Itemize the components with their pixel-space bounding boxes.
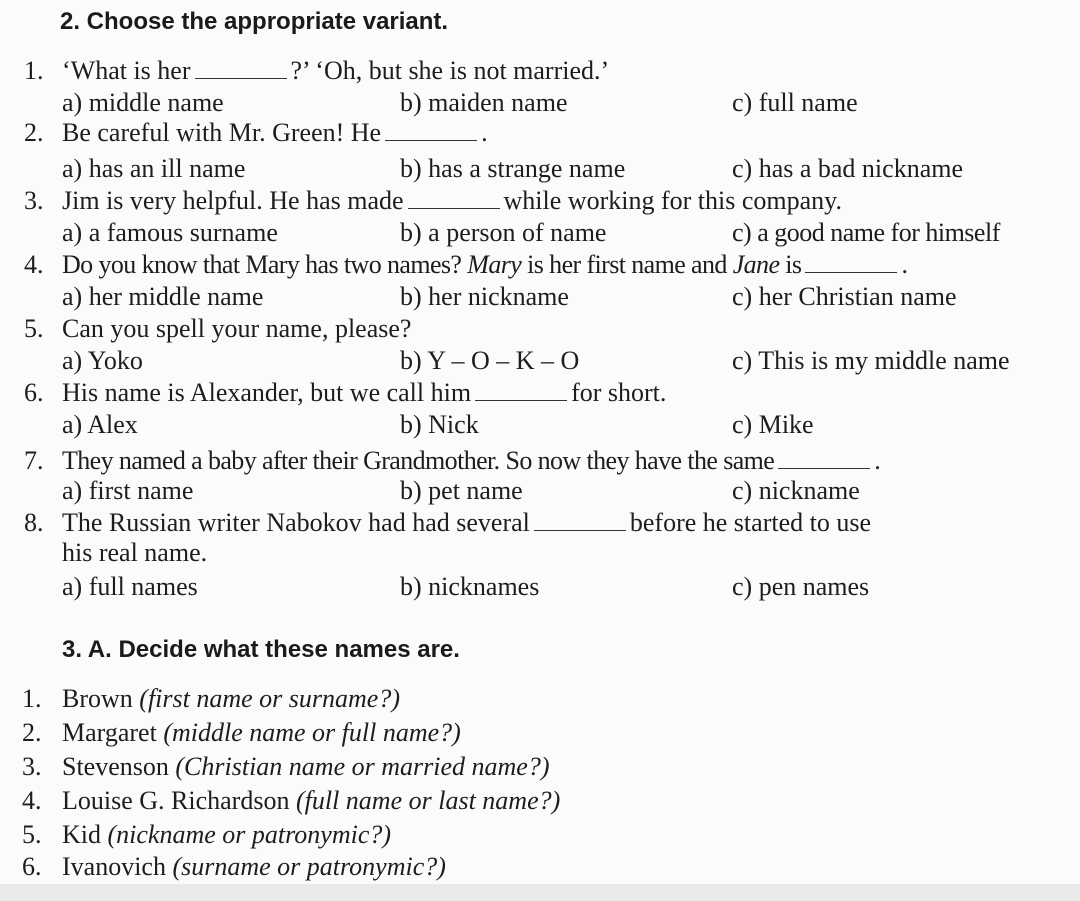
question-row bbox=[0, 508, 1080, 540]
list-number: 3. bbox=[22, 752, 42, 781]
option-b: b) maiden name bbox=[400, 88, 568, 117]
section-3-title: 3. A. Decide what these names are. bbox=[62, 636, 460, 663]
option-c: c) nickname bbox=[732, 476, 860, 505]
name-hint: (first name or surname?) bbox=[139, 684, 400, 713]
option-c: c) has a bad nickname bbox=[732, 154, 964, 183]
options-row bbox=[0, 410, 1080, 442]
question-row bbox=[0, 56, 1080, 88]
answer-blank bbox=[778, 446, 870, 469]
option-a: a) Yoko bbox=[62, 346, 143, 375]
answer-blank bbox=[195, 56, 287, 79]
name-hint: (surname or patronymic?) bbox=[172, 852, 446, 881]
question-text: They named a baby after their Grandmother. So now they have the same . bbox=[62, 446, 881, 475]
option-c: c) This is my middle name bbox=[732, 346, 1010, 375]
question-text: The Russian writer Nabokov had had several before he started to use bbox=[62, 508, 871, 537]
question-row bbox=[0, 314, 1080, 346]
name-text: Kid bbox=[62, 820, 101, 849]
name-hint: (nickname or patronymic?) bbox=[107, 820, 392, 849]
question-text: Jim is very helpful. He has made while working for this company. bbox=[62, 186, 842, 215]
name-hint: (full name or last name?) bbox=[295, 786, 561, 815]
question-continuation bbox=[0, 538, 1080, 570]
option-b: b) her nickname bbox=[400, 282, 569, 311]
options-row bbox=[0, 572, 1080, 604]
name-text: Ivanovich bbox=[62, 852, 166, 881]
bottom-edge-strip bbox=[0, 884, 1080, 901]
question-number: 1. bbox=[24, 56, 44, 85]
option-a: a) has an ill name bbox=[62, 154, 246, 183]
question-text: his real name. bbox=[62, 538, 208, 567]
question-row bbox=[0, 378, 1080, 410]
question-row bbox=[0, 446, 1080, 478]
option-c: c) pen names bbox=[732, 572, 870, 601]
list-number: 2. bbox=[22, 718, 42, 747]
name-hint: (middle name or full name?) bbox=[163, 718, 461, 747]
answer-blank bbox=[534, 508, 626, 531]
option-c: c) Mike bbox=[732, 410, 814, 439]
question-text: Be careful with Mr. Green! He . bbox=[62, 118, 488, 147]
question-row bbox=[0, 250, 1080, 282]
option-a: a) Alex bbox=[62, 410, 138, 439]
option-b: b) nicknames bbox=[400, 572, 540, 601]
name-hint: (Christian name or married name?) bbox=[175, 752, 550, 781]
option-a: a) first name bbox=[62, 476, 194, 505]
section-2-title: 2. Choose the appropriate variant. bbox=[60, 8, 449, 35]
name-text: Louise G. Richardson bbox=[62, 786, 290, 815]
option-b: b) has a strange name bbox=[400, 154, 626, 183]
answer-blank bbox=[385, 118, 477, 141]
question-text: His name is Alexander, but we call him for short. bbox=[62, 378, 667, 407]
name-text: Margaret bbox=[62, 718, 157, 747]
option-b: b) a person of name bbox=[400, 218, 607, 247]
option-a: a) a famous surname bbox=[62, 218, 278, 247]
question-row bbox=[0, 186, 1080, 218]
question-number: 6. bbox=[24, 378, 44, 407]
question-number: 2. bbox=[24, 118, 44, 147]
list-number: 5. bbox=[22, 820, 42, 849]
option-b: b) pet name bbox=[400, 476, 523, 505]
question-text: Do you know that Mary has two names? Mary is her first name and Jane is . bbox=[62, 250, 908, 279]
list-number: 1. bbox=[22, 684, 42, 713]
option-b: b) Nick bbox=[400, 410, 479, 439]
options-row bbox=[0, 88, 1080, 120]
question-text: Can you spell your name, please? bbox=[62, 314, 412, 343]
question-number: 4. bbox=[24, 250, 44, 279]
option-c: c) a good name for himself bbox=[732, 218, 1000, 247]
answer-blank bbox=[408, 186, 500, 209]
options-row bbox=[0, 218, 1080, 250]
options-row bbox=[0, 154, 1080, 186]
option-a: a) full names bbox=[62, 572, 198, 601]
option-c: c) her Christian name bbox=[732, 282, 957, 311]
answer-blank bbox=[805, 250, 897, 273]
question-number: 8. bbox=[24, 508, 44, 537]
options-row bbox=[0, 346, 1080, 378]
question-row bbox=[0, 118, 1080, 150]
question-text: ‘What is her ?’ ‘Oh, but she is not married.’ bbox=[62, 56, 610, 85]
name-text: Brown bbox=[62, 684, 133, 713]
options-row bbox=[0, 282, 1080, 314]
question-number: 5. bbox=[24, 314, 44, 343]
question-number: 7. bbox=[24, 446, 44, 475]
list-number: 4. bbox=[22, 786, 42, 815]
option-a: a) her middle name bbox=[62, 282, 264, 311]
option-c: c) full name bbox=[732, 88, 858, 117]
option-b: b) Y – O – K – O bbox=[400, 346, 580, 375]
option-a: a) middle name bbox=[62, 88, 224, 117]
name-text: Stevenson bbox=[62, 752, 169, 781]
list-number: 6. bbox=[22, 852, 42, 881]
question-number: 3. bbox=[24, 186, 44, 215]
answer-blank bbox=[475, 378, 567, 401]
options-row bbox=[0, 476, 1080, 508]
